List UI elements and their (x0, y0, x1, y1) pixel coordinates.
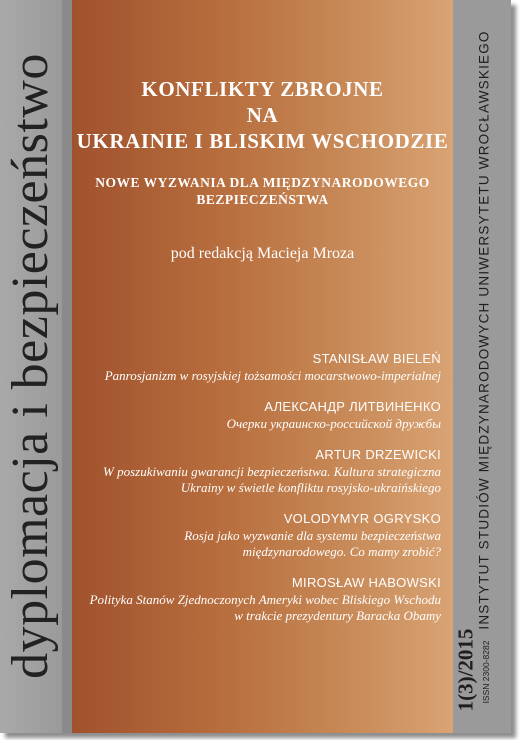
article-entry (81, 446, 441, 496)
left-gray-strip (0, 0, 62, 733)
institute-name: INSTYTUT STUDIÓW MIĘDZYNARODOWYCH UNIWERSYTETU WROCŁAWSKIEGO (476, 30, 492, 630)
volume-subtitle (72, 174, 453, 208)
contents-list (81, 350, 441, 638)
title-line: KONFLIKTY ZBROJNE (141, 77, 384, 101)
volume-title (72, 76, 453, 154)
article-entry (81, 350, 441, 384)
series-title: dyplomacja i bezpieczeństwo (2, 53, 59, 679)
title-line: NA (246, 103, 279, 127)
article-author: ARTUR DRZEWICKI (315, 447, 441, 462)
article-entry (81, 574, 441, 624)
issn-number: ISSN 2300-8282 (481, 640, 491, 704)
article-title-line: Panrosjanizm w rosyjskiej tożsamości mocarstwowo-imperialnej (104, 368, 441, 383)
article-title (81, 416, 441, 432)
article-title-line: Очерки украинско-российской дружбы (226, 416, 441, 431)
article-title-line: Polityka Stanów Zjednoczonych Ameryki wobec Bliskiego Wschodu (89, 592, 441, 607)
issue-number: 1(3)/2015 (453, 628, 478, 712)
article-title (81, 464, 441, 496)
article-author: VOLODYMYR OGRYSKO (283, 511, 441, 526)
article-title-line: międzynarodowego. Co mamy zrobić? (242, 544, 441, 559)
article-title-line: W poszukiwaniu gwarancji bezpieczeństwa. Kultura strategiczna (103, 464, 441, 479)
article-title (81, 528, 441, 560)
article-title-line: w trakcie prezydentury Baracka Obamy (234, 608, 441, 623)
article-author: АЛЕКСАНДР ЛИТВИНЕНКО (264, 399, 441, 414)
article-entry (81, 510, 441, 560)
article-title (81, 592, 441, 624)
editor-credit: pod redakcją Macieja Mroza (170, 245, 355, 262)
article-author: MIROSŁAW HABOWSKI (291, 575, 441, 590)
article-entry (81, 398, 441, 432)
subtitle-line: NOWE WYZWANIA DLA MIĘDZYNARODOWEGO (95, 175, 430, 190)
subtitle-line: BEZPIECZEŃSTWA (196, 192, 329, 207)
article-title (81, 368, 441, 384)
article-author: STANISŁAW BIELEŃ (312, 351, 441, 366)
article-title-line: Ukrainy w świetle konfliktu rosyjsko-ukraińskiego (180, 480, 441, 495)
title-line: UKRAINIE I BLISKIM WSCHODZIE (76, 129, 449, 153)
article-title-line: Rosja jako wyzwanie dla systemu bezpieczeństwa (184, 528, 441, 543)
